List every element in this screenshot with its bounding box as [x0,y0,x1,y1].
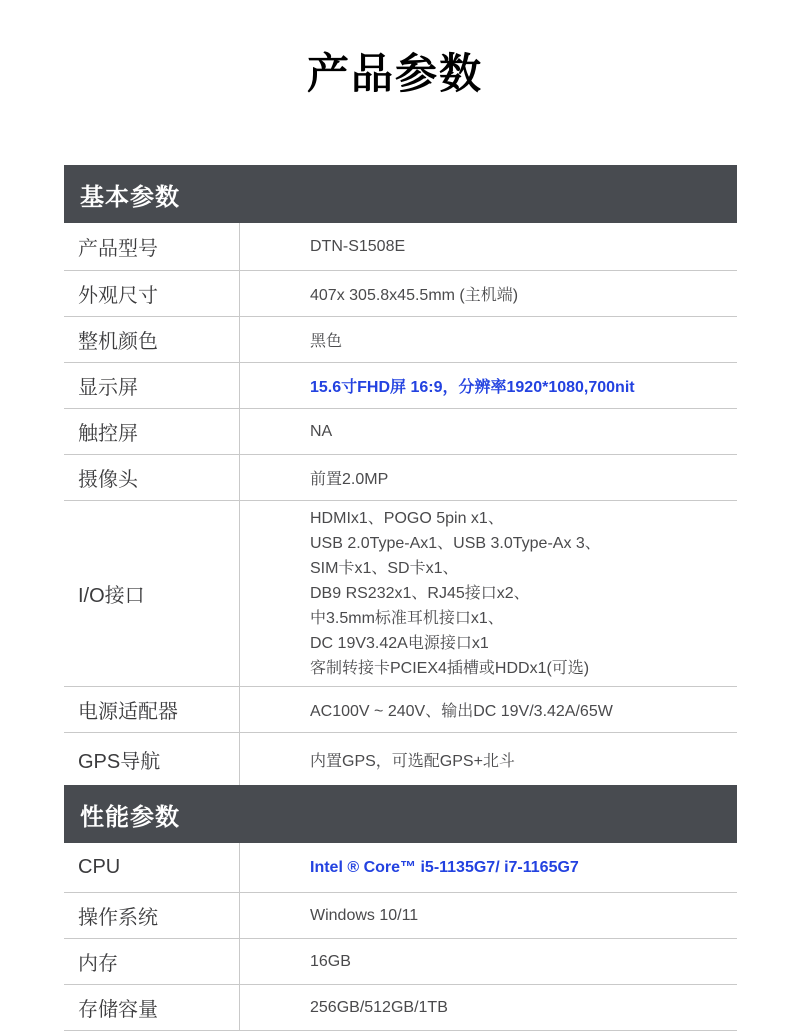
table-row-display [64,363,737,409]
row-value: 16GB [310,952,351,970]
table-row-io-ports [64,501,737,687]
section-header-basic-params [64,165,737,223]
row-value-multiline [240,501,737,686]
row-value: DTN-S1508E [310,237,406,255]
io-line: HDMIx1、POGO 5pin x1、 [310,510,504,527]
row-value: 内置GPS，可选配GPS+北斗 [310,752,515,770]
row-label: 存储容量 [64,985,240,1030]
row-label: 摄像头 [64,455,240,500]
io-line: DC 19V3.42A电源接口x1 [310,635,489,652]
table-row-power-adapter [64,687,737,733]
table-row-color [64,317,737,363]
section-header-label: 性能参数 [80,803,180,831]
io-line: SIM卡x1、SD卡x1、 [310,560,459,577]
row-label: 操作系统 [64,893,240,938]
row-value-highlighted: Intel ® Core™ i5-1135G7/ i7-1165G7 [310,858,579,876]
row-label: 产品型号 [64,223,240,270]
table-row-cpu [64,843,737,893]
row-value: 黑色 [310,333,343,350]
table-row-touchscreen [64,409,737,455]
section-header-performance-params [64,785,737,843]
table-row-dimensions [64,271,737,317]
table-row-storage [64,985,737,1031]
row-label: GPS导航 [64,733,240,785]
io-line: DB9 RS232x1、RJ45接口x2、 [310,585,530,602]
row-label: 显示屏 [64,363,240,408]
row-label: CPU [64,843,240,892]
row-value: Windows 10/11 [310,906,419,924]
row-value: 256GB/512GB/1TB [310,998,448,1016]
row-label: I/O接口 [64,501,240,686]
table-row-memory [64,939,737,985]
row-value: 407x 305.8x45.5mm (主机端) [310,287,519,304]
row-label: 外观尺寸 [64,271,240,316]
table-row-camera [64,455,737,501]
page-title: 产品参数 [306,50,483,97]
table-row-model [64,223,737,271]
row-label: 整机颜色 [64,317,240,362]
product-spec-table [64,165,737,1031]
section-header-label: 基本参数 [80,183,180,211]
io-line: 客制转接卡PCIEX4插槽或HDDx1(可选) [310,660,590,677]
row-value: AC100V ~ 240V、输出DC 19V/3.42A/65W [310,703,613,720]
row-label: 电源适配器 [64,687,240,732]
io-line: USB 2.0Type-Ax1、USB 3.0Type-Ax 3、 [310,535,601,552]
row-value: NA [310,422,333,440]
io-line: 中3.5mm标准耳机接口x1、 [310,610,504,627]
table-row-gps [64,733,737,785]
row-label: 内存 [64,939,240,984]
row-value-highlighted: 15.6寸FHD屏 16:9，分辨率1920*1080,700nit [310,379,635,396]
table-row-os [64,893,737,939]
row-label: 触控屏 [64,409,240,454]
row-value: 前置2.0MP [310,471,389,488]
